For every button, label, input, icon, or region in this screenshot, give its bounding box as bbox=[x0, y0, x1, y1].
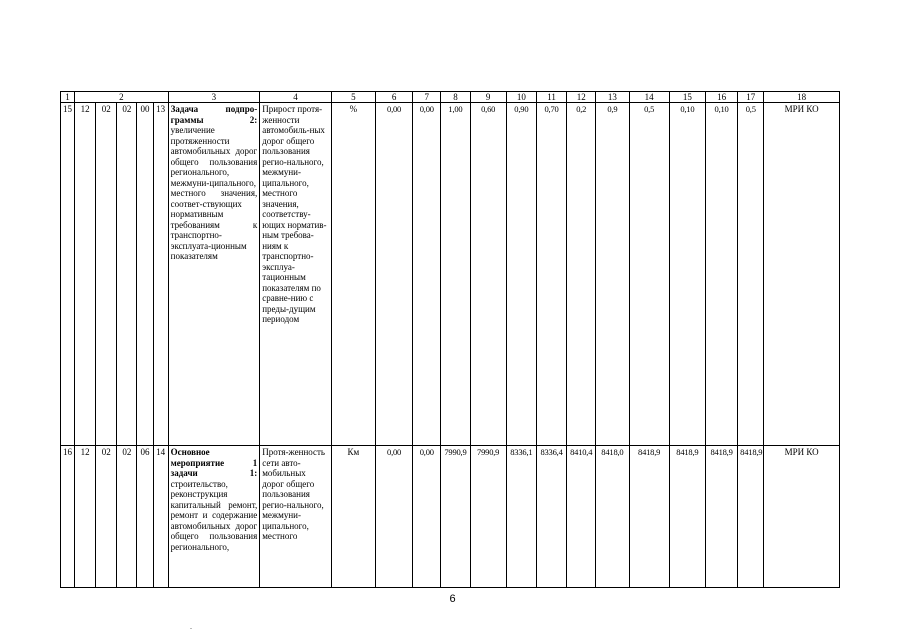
page-number: 6 bbox=[449, 593, 456, 605]
header-cell: 17 bbox=[738, 92, 764, 103]
value-cell: 0,5 bbox=[738, 103, 764, 446]
scan-speck bbox=[190, 628, 192, 629]
value-cell: 8418,9 bbox=[629, 446, 669, 588]
header-cell: 9 bbox=[470, 92, 506, 103]
code-cell: 12 bbox=[75, 103, 96, 446]
value-cell: 0,00 bbox=[413, 446, 441, 588]
executor-cell: МРИ КО bbox=[764, 446, 840, 588]
value-cell: 0,00 bbox=[375, 446, 412, 588]
code-cell: 00 bbox=[137, 103, 153, 446]
value-cell: 0,90 bbox=[506, 103, 536, 446]
value-cell: 8418,9 bbox=[738, 446, 764, 588]
header-cell: 3 bbox=[168, 92, 260, 103]
value-cell: 0,70 bbox=[536, 103, 566, 446]
task-description-cell bbox=[168, 446, 260, 588]
table-row bbox=[61, 446, 840, 588]
value-cell: 8418,9 bbox=[669, 446, 705, 588]
header-cell: 5 bbox=[331, 92, 375, 103]
code-cell: 02 bbox=[117, 446, 137, 588]
value-cell: 0,2 bbox=[567, 103, 596, 446]
code-cell: 15 bbox=[61, 103, 75, 446]
header-cell: 16 bbox=[705, 92, 737, 103]
value-cell: 0,10 bbox=[705, 103, 737, 446]
unit-cell: % bbox=[331, 103, 375, 446]
code-cell: 12 bbox=[75, 446, 96, 588]
value-cell: 0,00 bbox=[375, 103, 412, 446]
indicator-cell: Прирост протя-женности автомобиль-ных дорог общего пользования регио-нального, межмуни-ципального, местного значения, соответству-ющих норматив-ным требова-ниям к транспортно-эксплуа-тационным показателям по сравне-нию с преды-дущим периодом bbox=[260, 103, 331, 446]
header-cell: 6 bbox=[375, 92, 412, 103]
executor-cell: МРИ КО bbox=[764, 103, 840, 446]
table-row bbox=[61, 103, 840, 446]
code-cell: 02 bbox=[117, 103, 137, 446]
code-cell: 02 bbox=[96, 446, 117, 588]
value-cell: 0,5 bbox=[629, 103, 669, 446]
header-cell: 8 bbox=[441, 92, 470, 103]
value-cell: 8336,4 bbox=[536, 446, 566, 588]
column-number-row bbox=[61, 92, 840, 103]
value-cell: 7990,9 bbox=[441, 446, 470, 588]
value-cell: 8418,9 bbox=[705, 446, 737, 588]
code-cell: 02 bbox=[96, 103, 117, 446]
task-text: строительство, реконструкция капитальный ремонт, ремонт и содержание автомобильных дорог общего пользования регионального, bbox=[170, 478, 258, 552]
value-cell: 0,00 bbox=[413, 103, 441, 446]
value-cell: 0,10 bbox=[669, 103, 705, 446]
header-cell: 18 bbox=[764, 92, 840, 103]
code-cell: 13 bbox=[153, 103, 168, 446]
task-description-cell bbox=[168, 103, 260, 446]
value-cell: 0,60 bbox=[470, 103, 506, 446]
header-cell: 14 bbox=[629, 92, 669, 103]
program-indicators-table bbox=[60, 91, 840, 588]
header-cell: 4 bbox=[260, 92, 331, 103]
value-cell: 8336,1 bbox=[506, 446, 536, 588]
task-title: Задача подпро-граммы 2: bbox=[170, 104, 258, 125]
value-cell: 1,00 bbox=[441, 103, 470, 446]
value-cell: 8418,0 bbox=[596, 446, 629, 588]
task-text: увеличение протяженности автомобильных дорог общего пользования регионального, межмуни-ципального, местного значения, соответ-ствующих нормативным требованиям к транспортно-эксплуата-ционным показателям bbox=[170, 125, 258, 261]
value-cell: 8410,4 bbox=[567, 446, 596, 588]
value-cell: 7990,9 bbox=[470, 446, 506, 588]
header-cell: 1 bbox=[61, 92, 75, 103]
value-cell: 0,9 bbox=[596, 103, 629, 446]
code-cell: 16 bbox=[61, 446, 75, 588]
header-cell: 12 bbox=[567, 92, 596, 103]
header-cell: 13 bbox=[596, 92, 629, 103]
header-cell: 10 bbox=[506, 92, 536, 103]
header-cell: 2 bbox=[75, 92, 169, 103]
header-cell: 15 bbox=[669, 92, 705, 103]
unit-cell: Км bbox=[331, 446, 375, 588]
indicator-cell: Протя-женность сети авто-мобильных дорог общего пользования регио-нального, межмуни-ципального, местного bbox=[260, 446, 331, 588]
code-cell: 06 bbox=[137, 446, 153, 588]
header-cell: 11 bbox=[536, 92, 566, 103]
code-cell: 14 bbox=[153, 446, 168, 588]
header-cell: 7 bbox=[413, 92, 441, 103]
task-title: Основное мероприятие 1 задачи 1: bbox=[170, 447, 258, 478]
